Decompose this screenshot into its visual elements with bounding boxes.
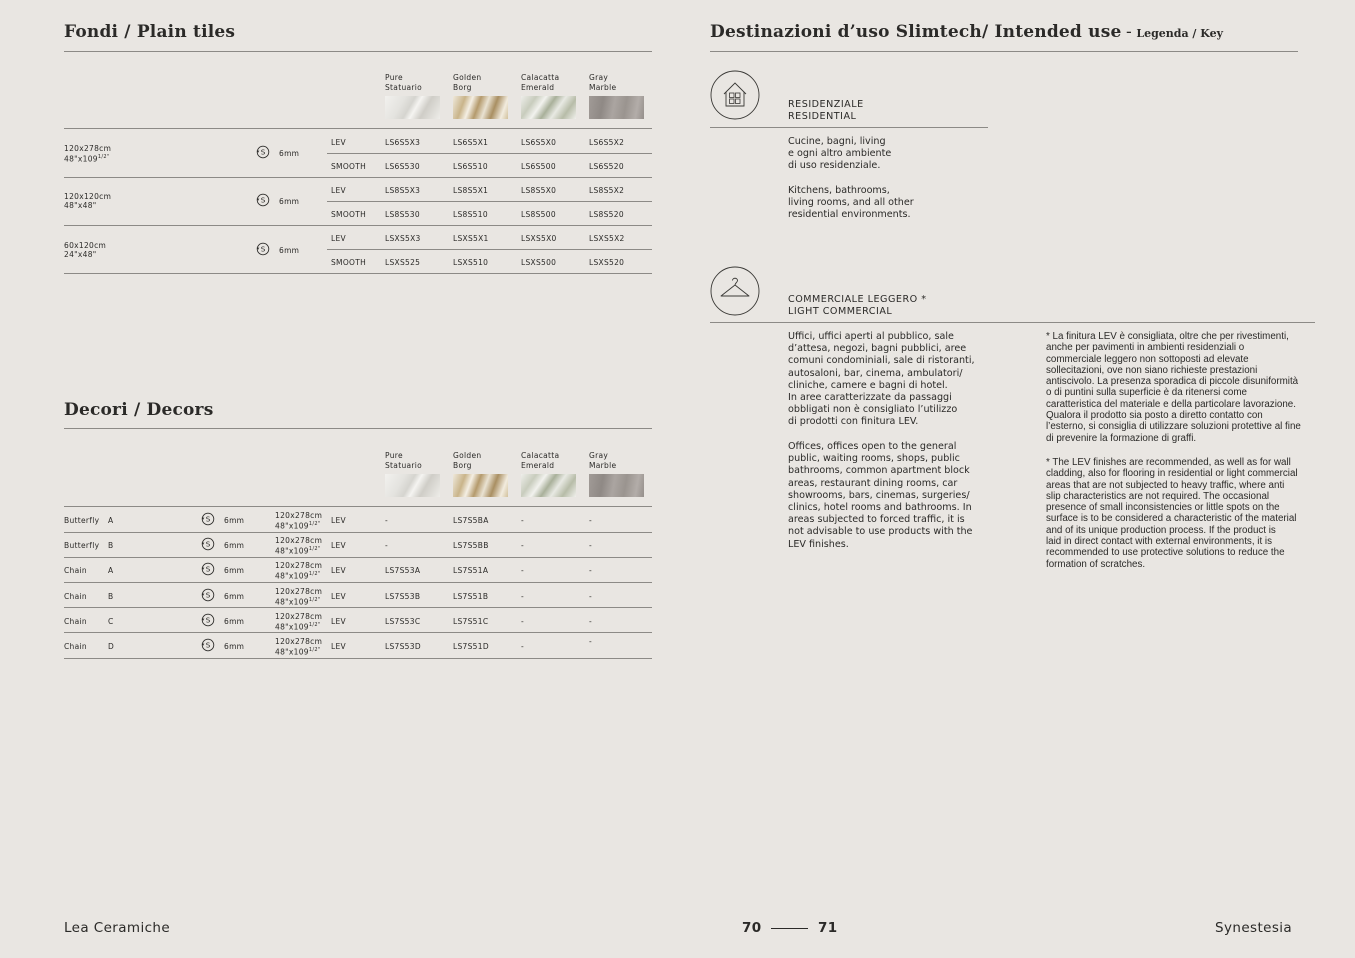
product-code: LSXS5X1	[453, 234, 489, 244]
color-name: Gray	[589, 73, 609, 82]
product-code: LSXS500	[521, 258, 557, 268]
color-swatch	[385, 474, 440, 497]
light-commercial-label-it: COMMERCIALE LEGGERO *	[788, 294, 927, 305]
text-line: sollecitazioni, ove non siano richieste prestazioni	[1046, 364, 1258, 376]
product-code: -	[521, 642, 525, 651]
product-code: LS7S53B	[385, 591, 421, 601]
color-swatch	[521, 96, 576, 119]
product-code: -	[589, 566, 593, 576]
text-line: antiscivolo. La presenza sporadica di piccole disuniformità	[1046, 376, 1299, 388]
color-swatch	[589, 96, 644, 119]
text-line: In aree caratterizzate da passaggi	[788, 392, 952, 404]
table-rule	[327, 201, 652, 202]
lev-note-en	[1046, 457, 1298, 570]
finish: LEV	[331, 591, 346, 601]
title-rule	[710, 51, 1298, 52]
decor-variant: B	[108, 541, 114, 551]
slimtech-icon	[256, 193, 270, 207]
product-code: -	[521, 616, 525, 626]
residential-description-it	[788, 136, 891, 173]
product-code: -	[521, 566, 525, 576]
decor-name: Chain	[64, 566, 87, 576]
light-commercial-description-en	[788, 441, 972, 551]
size-inch-value: 48"x48"	[64, 201, 97, 211]
decor-name: Chain	[64, 591, 87, 601]
product-code: LSXS5X3	[385, 234, 421, 244]
product-code: -	[385, 541, 389, 551]
svg-text:S: S	[260, 196, 266, 206]
light-commercial-description-it	[788, 331, 975, 429]
size-inch-value: 48"x109	[275, 622, 309, 632]
text-line: bathrooms, common apartment block	[788, 465, 970, 477]
size-inch	[275, 545, 320, 556]
light-commercial-label	[788, 294, 927, 318]
svg-text:S: S	[205, 565, 211, 575]
product-code: LS8S520	[589, 209, 624, 219]
text-line: Qualora il prodotto sia posto a diretto contatto con	[1046, 410, 1263, 422]
text-line: living rooms, and all other	[788, 197, 914, 209]
product-code: LS8S530	[385, 209, 420, 219]
size-inch-value: 48"x109	[64, 154, 98, 164]
size-inch-value: 48"x109	[275, 546, 309, 556]
size-cm: 120x120cm	[64, 192, 112, 202]
color-name: Statuario	[385, 460, 423, 470]
product-code: LS7S53D	[385, 642, 421, 651]
product-code: LS6S530	[385, 161, 420, 171]
text-line: * La finitura LEV è consigliata, oltre che per rivestimenti,	[1046, 331, 1289, 342]
color-name: Golden	[453, 73, 482, 82]
text-line: recommended to use protective solutions to reduce the	[1046, 547, 1285, 559]
text-line: * The LEV finishes are recommended, as well as for wall	[1046, 457, 1291, 468]
svg-text:S: S	[260, 147, 266, 157]
text-line: formation of scratches.	[1046, 558, 1146, 570]
finish: SMOOTH	[331, 209, 367, 219]
intended-use-header	[710, 22, 1223, 42]
table-rule	[64, 506, 652, 507]
thickness: 6mm	[224, 616, 245, 626]
size-inch	[275, 646, 320, 657]
product-code: -	[589, 616, 593, 626]
title-rule	[64, 428, 652, 429]
size-fraction: 1/2"	[308, 571, 321, 578]
color-name: Gray	[589, 451, 609, 460]
page-separator	[771, 928, 808, 929]
text-line: public, waiting rooms, shops, public	[788, 453, 960, 465]
thickness: 6mm	[224, 642, 245, 651]
product-code: LS7S51A	[453, 566, 489, 576]
product-code: LS8S500	[521, 209, 556, 219]
size-inch	[275, 570, 320, 581]
decors-title: Decori / Decors	[64, 400, 214, 420]
product-code: LS6S5X2	[589, 137, 625, 147]
table-rule	[327, 153, 652, 154]
thickness: 6mm	[279, 245, 300, 255]
color-name: Calacatta	[521, 73, 560, 82]
size-inch	[64, 201, 97, 210]
text-line: not advisable to use products with the	[788, 526, 973, 538]
thickness: 6mm	[224, 591, 245, 601]
size-cm: 120x278cm	[275, 637, 323, 646]
product-code: LS7S51D	[453, 642, 489, 651]
svg-text:S: S	[205, 640, 211, 650]
slimtech-icon	[201, 613, 215, 627]
color-name: Borg	[453, 82, 472, 92]
svg-text:S: S	[205, 514, 211, 524]
product-code: LS7S51C	[453, 616, 489, 626]
finish: LEV	[331, 616, 346, 626]
text-line: areas that are not subjected to heavy traffic, where anti	[1046, 479, 1285, 491]
size-fraction: 1/2"	[308, 596, 321, 603]
text-line: di prodotti con finitura LEV.	[788, 416, 919, 428]
size-fraction: 1/2"	[308, 621, 321, 628]
size-fraction: 1/2"	[308, 647, 321, 653]
product-code: -	[521, 591, 525, 601]
decor-variant: A	[108, 566, 114, 576]
color-name: Calacatta	[521, 451, 560, 460]
text-line: showrooms, bars, cinemas, surgeries/	[788, 489, 970, 501]
slimtech-icon	[201, 588, 215, 602]
product-code: LS6S5X3	[385, 137, 421, 147]
text-line: Offices, offices open to the general	[788, 441, 957, 452]
text-line: Cucine, bagni, living	[788, 136, 886, 147]
text-line: di prevenire la formazione di graffi.	[1046, 432, 1197, 444]
text-line: autosaloni, bar, cinema, ambulatori/	[788, 367, 963, 379]
product-code: LS6S5X0	[521, 137, 557, 147]
color-name: Emerald	[521, 460, 555, 470]
size-cm: 60x120cm	[64, 240, 107, 250]
text-line: areas, restaurant dining rooms, car	[788, 477, 958, 489]
finish: LEV	[331, 516, 346, 525]
product-code: LSXS5X2	[589, 234, 625, 244]
product-code: LSXS525	[385, 258, 421, 268]
color-swatch	[453, 474, 508, 497]
text-line: obbligati non è consigliato l’utilizzo	[788, 404, 958, 416]
text-line: and of its unique production process. If the product is	[1046, 524, 1276, 536]
slimtech-icon	[256, 242, 270, 256]
svg-text:S: S	[260, 244, 266, 254]
table-rule	[64, 658, 652, 659]
size-inch	[275, 520, 320, 531]
color-name: Pure	[385, 73, 403, 82]
product-code: LS7S53C	[385, 616, 421, 626]
product-code: -	[589, 637, 593, 646]
size-cm: 120x278cm	[275, 561, 323, 571]
product-code: LS8S510	[453, 209, 488, 219]
size-inch	[275, 596, 320, 607]
table-rule	[64, 273, 652, 274]
product-code: LS7S53A	[385, 566, 421, 576]
finish: SMOOTH	[331, 258, 367, 268]
color-name: Statuario	[385, 82, 423, 92]
product-code: LS8S5X2	[589, 185, 625, 195]
hanger-icon	[710, 266, 760, 316]
residential-label-en: RESIDENTIAL	[788, 111, 857, 122]
legend-subtitle: Legenda / Key	[1136, 27, 1223, 40]
product-code: -	[589, 516, 593, 525]
decor-name: Butterfly	[64, 541, 100, 551]
text-line: areas subjected to forced traffic, it is	[788, 514, 965, 526]
size-inch	[64, 153, 109, 164]
table-rule	[327, 249, 652, 250]
table-rule	[64, 582, 652, 583]
product-code: LSXS520	[589, 258, 625, 268]
product-code: LS8S5X1	[453, 185, 489, 195]
product-code: LS6S520	[589, 161, 624, 171]
text-line: di uso residenziale.	[788, 160, 881, 172]
text-line: presence of small inconsistencies or little spots on the	[1046, 502, 1280, 514]
svg-text:S: S	[205, 615, 211, 625]
size-cm: 120x278cm	[275, 511, 323, 520]
text-line: o di puntini sulla superficie è da ritenersi come	[1046, 387, 1247, 399]
text-line: cliniche, camere e bagni di hotel.	[788, 379, 948, 391]
finish: LEV	[331, 185, 346, 195]
table-rule	[64, 607, 652, 608]
color-swatch	[453, 96, 508, 119]
text-line: e ogni altro ambiente	[788, 148, 892, 160]
text-line: LEV finishes.	[788, 538, 849, 550]
finish: LEV	[331, 642, 346, 651]
product-code: -	[385, 516, 389, 525]
text-line: slip characteristics are not required. The occasional	[1046, 490, 1270, 502]
finish: LEV	[331, 137, 346, 147]
decor-name: Chain	[64, 642, 87, 651]
page-number-right: 71	[818, 920, 838, 936]
slimtech-icon	[201, 512, 215, 526]
svg-text:S: S	[205, 539, 211, 549]
color-name: Marble	[589, 460, 617, 470]
product-code: LS6S500	[521, 161, 556, 171]
slimtech-icon	[201, 638, 215, 652]
text-line: comuni condominiali, sale di ristoranti,	[788, 355, 975, 367]
table-rule	[64, 177, 652, 178]
table-rule	[64, 532, 652, 533]
collection-name: Synestesia	[1215, 920, 1293, 936]
thickness: 6mm	[224, 566, 245, 576]
light-commercial-label-en: LIGHT COMMERCIAL	[788, 306, 893, 317]
size-inch-value: 48"x109	[275, 521, 309, 531]
color-name: Borg	[453, 460, 472, 470]
text-line: clinics, hotel rooms and bathrooms. In	[788, 502, 972, 514]
size-cm: 120x278cm	[64, 144, 112, 153]
product-code: LS7S51B	[453, 591, 489, 601]
product-code: -	[589, 591, 593, 601]
house-icon	[710, 70, 760, 120]
size-inch-value: 48"x109	[275, 597, 309, 607]
color-name: Golden	[453, 451, 482, 460]
text-line: residential environments.	[788, 209, 911, 221]
residential-description-en	[788, 185, 914, 222]
page-number-left: 70	[742, 920, 762, 936]
table-rule	[64, 128, 652, 129]
table-rule	[64, 225, 652, 226]
product-code: LS6S5X1	[453, 137, 489, 147]
text-line: cladding, also for flooring in residential or light commercial	[1046, 468, 1298, 480]
brand-name: Lea Ceramiche	[64, 920, 171, 936]
finish: LEV	[331, 541, 346, 551]
text-line: l’esterno, si consiglia di utilizzare soluzioni protettive al fine	[1046, 421, 1301, 433]
product-code: LSXS5X0	[521, 234, 557, 244]
product-code: -	[521, 541, 525, 551]
thickness: 6mm	[224, 541, 245, 551]
size-cm: 120x278cm	[275, 611, 323, 621]
size-inch	[64, 250, 97, 259]
svg-text:S: S	[205, 590, 211, 600]
thickness: 6mm	[279, 197, 300, 207]
decor-name: Chain	[64, 616, 87, 626]
decor-variant: A	[108, 516, 114, 525]
product-code: -	[589, 541, 593, 551]
product-code: LS8S5X0	[521, 185, 557, 195]
color-swatch	[589, 474, 644, 497]
finish: SMOOTH	[331, 161, 367, 171]
lev-note-it	[1046, 331, 1301, 444]
slimtech-icon	[201, 562, 215, 576]
text-line: caratteristica del materiale e della particolare lavorazione.	[1046, 398, 1296, 410]
table-rule	[64, 632, 652, 633]
text-line: surface is to be considered a characteristic of the material	[1046, 513, 1297, 525]
decor-variant: C	[108, 616, 114, 626]
thickness: 6mm	[279, 149, 300, 158]
size-cm: 120x278cm	[275, 586, 323, 596]
intended-use-title: Destinazioni d’uso Slimtech/ Intended use	[710, 22, 1122, 42]
product-code: LSXS510	[453, 258, 489, 268]
color-name: Marble	[589, 82, 617, 92]
residential-label	[788, 99, 864, 123]
text-line: Uffici, uffici aperti al pubblico, sale	[788, 331, 954, 342]
text-line: laid in direct contact with external environments, it is	[1046, 536, 1272, 548]
size-fraction: 1/2"	[308, 546, 321, 553]
residential-rule	[710, 127, 988, 128]
slimtech-icon	[256, 145, 270, 159]
product-code: LS6S510	[453, 161, 488, 171]
residential-label-it: RESIDENZIALE	[788, 99, 864, 110]
size-inch-value: 24"x48"	[64, 249, 97, 259]
finish: LEV	[331, 566, 346, 576]
text-line: anche per pavimenti in ambienti residenziali o	[1046, 342, 1245, 354]
text-line: d’attesa, negozi, bagni pubblici, aree	[788, 343, 967, 355]
light-commercial-rule	[710, 322, 1315, 323]
title-dash: -	[1125, 22, 1132, 42]
color-name: Pure	[385, 451, 403, 460]
size-cm: 120x278cm	[275, 536, 323, 546]
text-line: commerciale leggero non sottoposti ad elevate	[1046, 353, 1249, 365]
size-fraction: 1/2"	[308, 521, 321, 527]
title-rule	[64, 51, 652, 52]
slimtech-icon	[201, 537, 215, 551]
size-inch-value: 48"x109	[275, 647, 309, 657]
table-rule	[64, 557, 652, 558]
product-code: LS8S5X3	[385, 185, 421, 195]
product-code: -	[521, 516, 525, 525]
color-swatch	[385, 96, 440, 119]
plain-tiles-title: Fondi / Plain tiles	[64, 22, 236, 42]
decor-variant: D	[108, 642, 115, 651]
decor-variant: B	[108, 591, 114, 601]
text-line: Kitchens, bathrooms,	[788, 185, 890, 196]
size-inch	[275, 621, 320, 632]
color-name: Emerald	[521, 82, 555, 92]
size-fraction: 1/2"	[97, 154, 110, 160]
product-code: LS7S5BA	[453, 516, 489, 525]
decor-name: Butterfly	[64, 516, 100, 525]
size-inch-value: 48"x109	[275, 571, 309, 581]
product-code: LS7S5BB	[453, 541, 489, 551]
finish: LEV	[331, 234, 346, 244]
color-swatch	[521, 474, 576, 497]
thickness: 6mm	[224, 516, 245, 525]
